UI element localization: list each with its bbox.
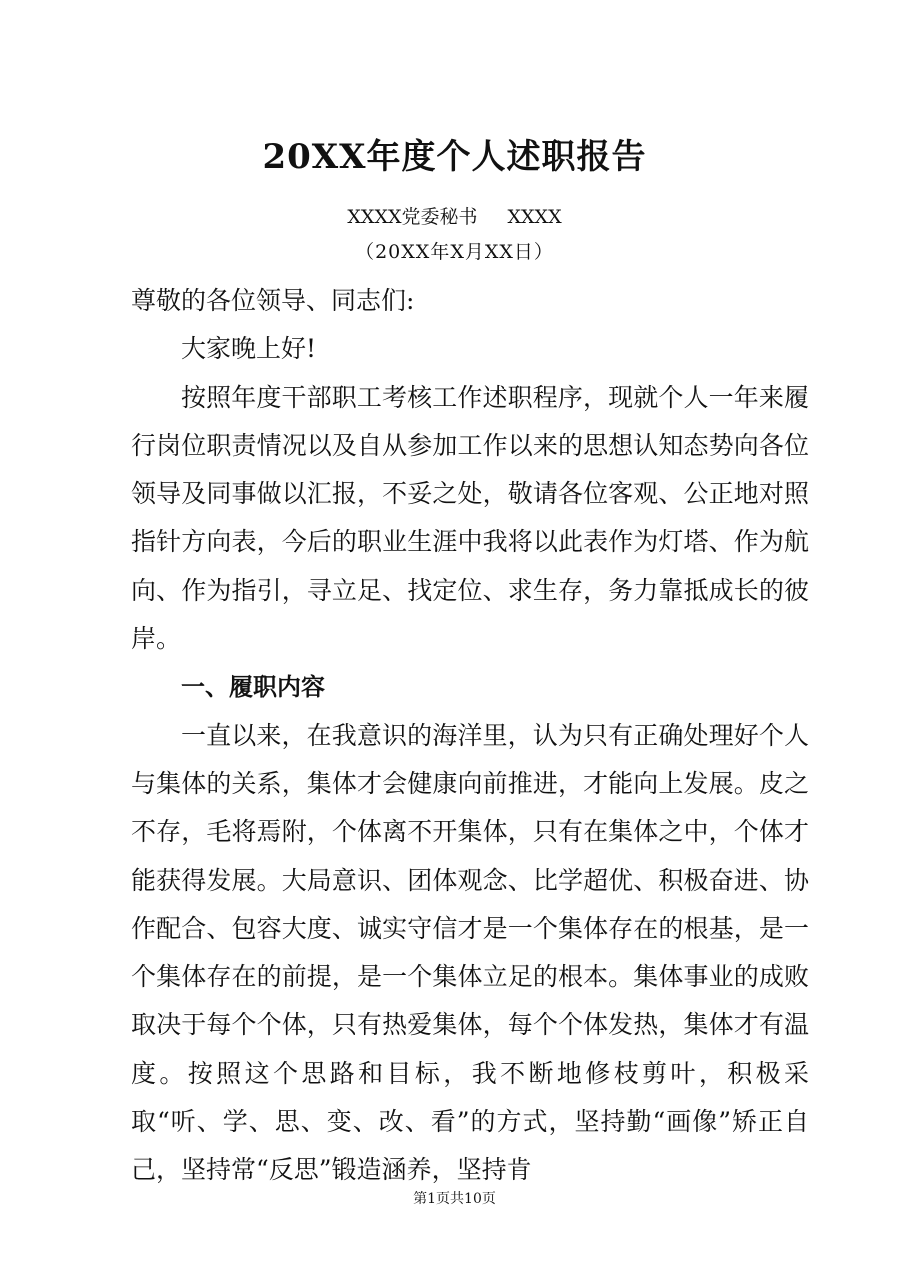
page-footer: 第1页共10页 [413,1191,496,1207]
document-date: （20XX年X月XX日） [355,241,554,263]
section-heading: 一、履职内容 [181,673,325,702]
intro-paragraph: 按照年度干部职工考核工作述职程序，现就个人一年来履行岗位职责情况以及自从参加工作以来的思想认知态势向各位领导及同事做以汇报，不妥之处，敬请各位客观、公正地对照指针方向表，今后的职业生涯中我将以此表作为灯塔、作为航向、作为指引，寻立足、找定位、求生存，务力靠抵成长的彼岸。 [131,382,809,654]
author-org: XXXX党委秘书 [347,206,478,228]
document-title: 20XX年度个人述职报告 [262,137,647,177]
author-name: XXXX [507,206,562,228]
salutation: 尊敬的各位领导、同志们: [131,286,415,315]
section-paragraph: 一直以来，在我意识的海洋里，认为只有正确处理好个人与集体的关系，集体才会健康向前推进，才能向上发展。皮之不存，毛将焉附，个体离不开集体，只有在集体之中，个体才能获得发展。大局意识、团体观念、比学超优、积极奋进、协作配合、包容大度、诚实守信才是一个集体存在的根基，是一个集体存在的前提，是一个集体立足的根本。集体事业的成败取决于每个个体，只有热爱集体，每个个体发热，集体才有温度。按照这个思路和目标，我不断地修枝剪叶，积极采取“听、学、思、变、改、看”的方式，坚持勤“画像”矫正自己，坚持常“反思”锻造涵养，坚持肯 [131,720,809,1185]
document-body [131,277,809,1195]
author-line [0,204,909,230]
greeting: 大家晚上好! [181,334,317,364]
